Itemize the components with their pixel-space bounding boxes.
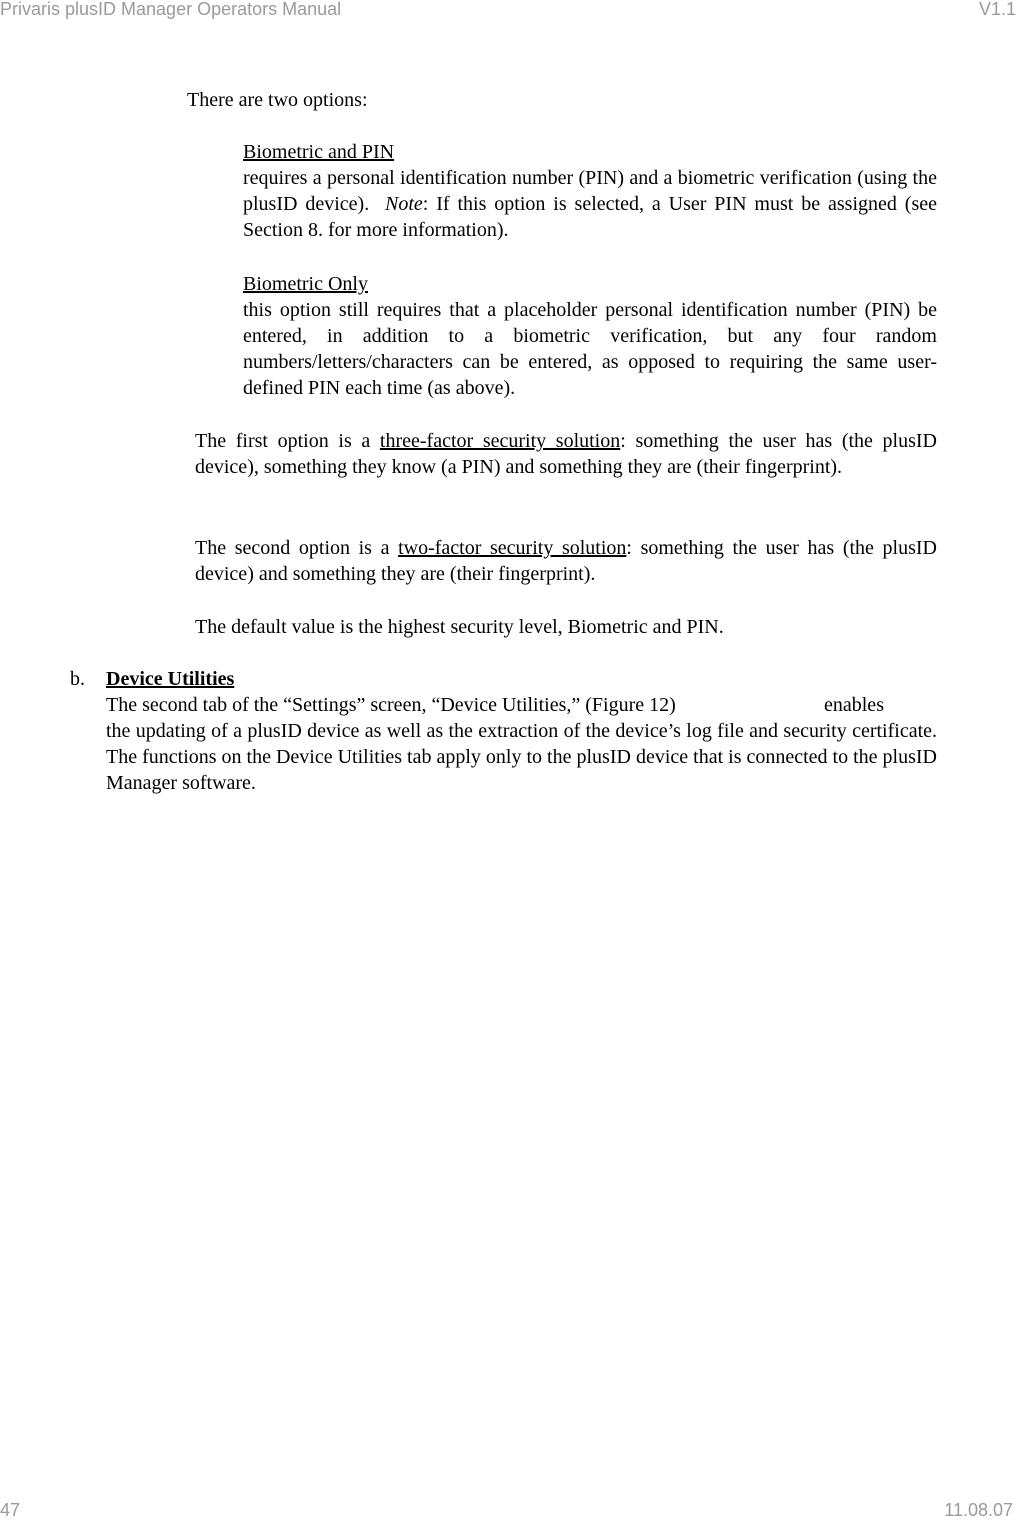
section-b-enables: enables: [824, 694, 884, 716]
option-biometric-pin-title: Biometric and PIN: [243, 141, 395, 163]
option-biometric-pin-body: [243, 165, 937, 243]
two-factor-link-text: two-factor security solution: [398, 537, 627, 559]
first-option-paragraph: [195, 428, 937, 480]
first-option-desc: : something the user has (the plusID device), something they know (a PIN) and something they are (their fingerprint).: [195, 430, 938, 478]
intro-text: There are two options:: [187, 89, 368, 111]
second-option-paragraph: [195, 535, 937, 587]
footer-date: 11.08.07: [944, 1500, 1013, 1520]
section-b-marker: b.: [70, 668, 85, 690]
three-factor-link-text: three-factor security solution: [379, 430, 621, 452]
option-biometric-only-title: Biometric Only: [243, 273, 368, 295]
second-option-desc: : something the user has (the plusID device) and something they are (their fingerprint).: [195, 537, 937, 585]
section-b-title: Device Utilities: [106, 668, 235, 690]
running-header-title: Privaris plusID Manager Operators Manual: [0, 0, 342, 19]
default-value-paragraph: The default value is the highest security level, Biometric and PIN.: [195, 616, 724, 638]
option-biometric-pin-text: requires a personal identification number (PIN) and a biometric verification (using the plusID device).: [243, 167, 937, 215]
second-option-text: The second option is a: [195, 537, 399, 559]
section-b-line1: The second tab of the “Settings” screen, “Device Utilities,” (Figure 12): [106, 694, 676, 716]
page-number: 47: [0, 1500, 21, 1520]
note-label: Note: [385, 193, 423, 215]
first-option-text: The first option is a: [195, 430, 380, 452]
option-biometric-only-body: this option still requires that a placeholder personal identification number (PIN) be entered, in addition to a biometric verification, but any four random numbers/letters/characters can be entered, as opposed to requiring the same user-defined PIN each time (as above).: [243, 299, 937, 399]
running-header-version: V1.1: [978, 0, 1016, 19]
option-biometric-pin-note-text: : If this option is selected, a User PIN must be assigned (see Section 8. for more information).: [243, 193, 937, 241]
section-b-body: the updating of a plusID device as well as the extraction of the device’s log file and security certificate. The functions on the Device Utilities tab apply only to the plusID device that is connected to the plusID Manager software.: [106, 720, 937, 794]
